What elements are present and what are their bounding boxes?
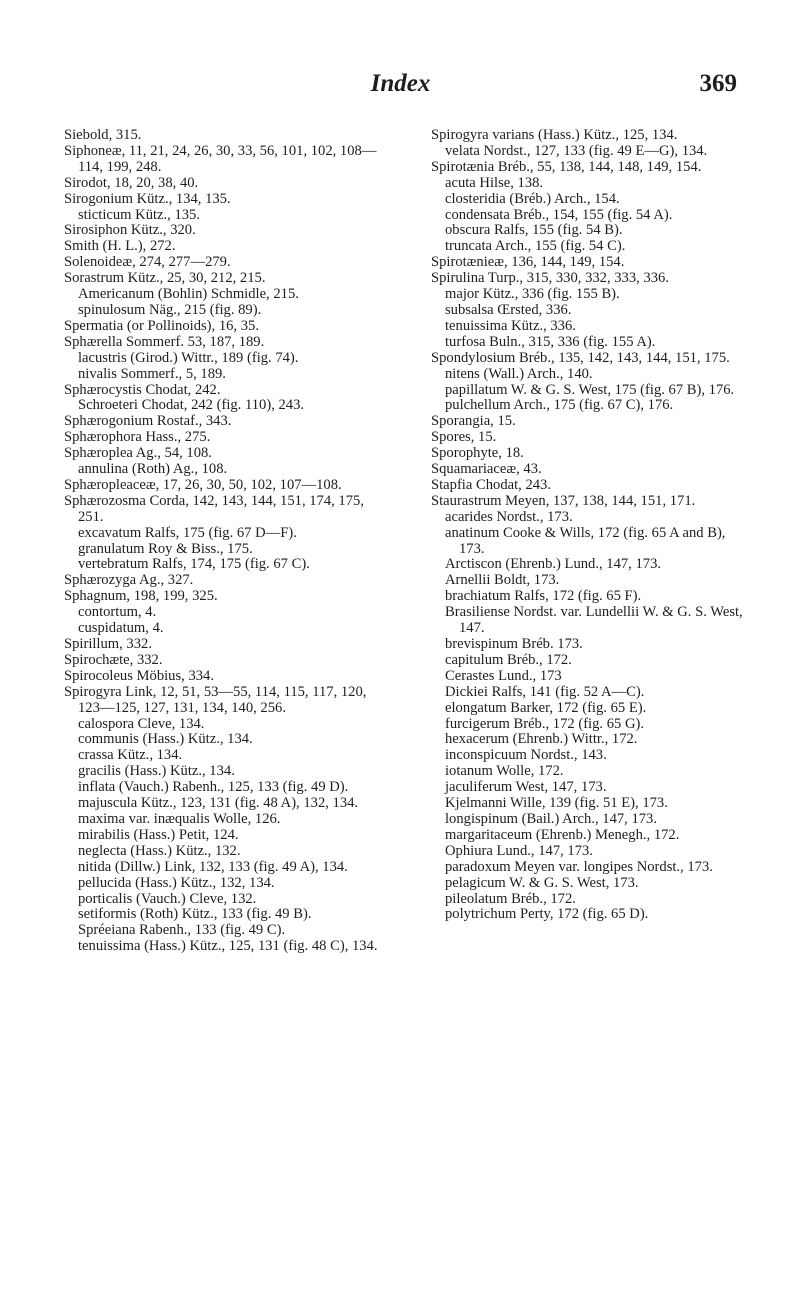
index-subentry: [64, 605, 386, 621]
index-entry-text: maxima var. inæqualis Wolle, 126.: [78, 810, 281, 827]
index-subentry: [431, 383, 753, 399]
index-entry: [431, 446, 753, 462]
index-entry-text: hexacerum (Ehrenb.) Wittr., 172.: [445, 731, 638, 748]
index-subentry: [431, 510, 753, 526]
index-entry-text: velata Nordst., 127, 133 (fig. 49 E—G), 134.: [445, 142, 708, 159]
index-entry-text: margaritaceum (Ehrenb.) Menegh., 172.: [445, 826, 680, 843]
index-entry-text: pelagicum W. & G. S. West, 173.: [445, 874, 639, 891]
index-entry-text: turfosa Buln., 315, 336 (fig. 155 A).: [445, 333, 656, 350]
index-subentry: [431, 748, 753, 764]
index-subentry: [431, 557, 753, 573]
index-entry-text: sticticum Kütz., 135.: [78, 206, 201, 223]
index-entry: [64, 335, 386, 351]
index-subentry: [64, 876, 386, 892]
index-entry-text: crassa Kütz., 134.: [78, 747, 183, 764]
index-entry: [431, 494, 753, 510]
index-subentry: [64, 923, 386, 939]
index-entry: [64, 589, 386, 605]
index-entry-text: tenuissima Kütz., 336.: [445, 317, 576, 334]
index-entry: [64, 192, 386, 208]
index-entry-text: Sirodot, 18, 20, 38, 40.: [64, 174, 199, 191]
index-entry-text: Spermatia (or Pollinoids), 16, 35.: [64, 317, 259, 334]
index-entry-text: contortum, 4.: [78, 604, 157, 621]
index-subentry: [64, 287, 386, 303]
index-entry: [64, 383, 386, 399]
index-subentry: [64, 398, 386, 414]
index-subentry: [431, 653, 753, 669]
index-subentry: [431, 208, 753, 224]
index-entry: [64, 255, 386, 271]
index-entry-text: spinulosum Näg., 215 (fig. 89).: [78, 301, 262, 318]
index-subentry: [431, 239, 753, 255]
index-subentry: [431, 780, 753, 796]
index-subentry: [64, 828, 386, 844]
index-subentry: [431, 796, 753, 812]
index-entry-text: annulina (Roth) Ag., 108.: [78, 461, 228, 478]
index-entry-text: Spirocoleus Möbius, 334.: [64, 667, 214, 684]
index-subentry: [64, 557, 386, 573]
index-entry-text: pellucida (Hass.) Kütz., 132, 134.: [78, 874, 275, 891]
index-entry-text: Sphagnum, 198, 199, 325.: [64, 588, 218, 605]
index-entry-text: Spondylosium Bréb., 135, 142, 143, 144, 151, 175.: [431, 349, 730, 366]
index-entry-text: brachiatum Ralfs, 172 (fig. 65 F).: [445, 588, 642, 605]
index-entry-text: cuspidatum, 4.: [78, 620, 164, 637]
index-entry-text: anatinum Cooke & Wills, 172 (fig. 65 A and B), 173.: [445, 524, 730, 557]
index-subentry: [431, 589, 753, 605]
index-subentry: [431, 303, 753, 319]
index-entry-text: paradoxum Meyen var. longipes Nordst., 173.: [445, 858, 713, 875]
index-entry-text: subsalsa Œrsted, 336.: [445, 301, 572, 318]
index-entry-text: Kjelmanni Wille, 139 (fig. 51 E), 173.: [445, 795, 668, 812]
index-subentry: [64, 907, 386, 923]
index-subentry: [64, 303, 386, 319]
index-entry-text: calospora Cleve, 134.: [78, 715, 205, 732]
index-entry-text: Spirotænieæ, 136, 144, 149, 154.: [431, 254, 625, 271]
index-entry-text: condensata Bréb., 154, 155 (fig. 54 A).: [445, 206, 673, 223]
index-entry-text: Brasiliense Nordst. var. Lundellii W. & G. S. West, 147.: [445, 604, 747, 637]
index-entry-text: closteridia (Bréb.) Arch., 154.: [445, 190, 620, 207]
index-entry-text: acarides Nordst., 173.: [445, 508, 573, 525]
index-subentry: [64, 939, 386, 955]
index-entry-text: Spirillum, 332.: [64, 636, 152, 652]
page-number: 369: [699, 70, 737, 97]
index-entry-text: Stapfia Chodat, 243.: [431, 476, 551, 493]
index-subentry: [64, 732, 386, 748]
index-subentry: [431, 764, 753, 780]
index-subentry: [431, 860, 753, 876]
index-entry-text: communis (Hass.) Kütz., 134.: [78, 731, 253, 748]
index-entry-text: nivalis Sommerf., 5, 189.: [78, 365, 226, 382]
index-entry-text: Sporangia, 15.: [431, 413, 516, 430]
index-entry-text: nitens (Wall.) Arch., 140.: [445, 365, 593, 382]
index-subentry: [64, 812, 386, 828]
index-entry: [64, 637, 386, 653]
index-entry-text: capitulum Bréb., 172.: [445, 651, 572, 668]
index-subentry: [431, 685, 753, 701]
index-subentry: [431, 892, 753, 908]
index-entry-text: furcigerum Bréb., 172 (fig. 65 G).: [445, 715, 644, 732]
index-entry-text: Cerastes Lund., 173: [445, 667, 562, 684]
index-subentry: [431, 828, 753, 844]
index-entry-text: Siebold, 315.: [64, 127, 142, 143]
index-entry-text: inconspicuum Nordst., 143.: [445, 747, 607, 764]
index-entry-text: Arnellii Boldt, 173.: [445, 572, 560, 589]
index-entry: [431, 255, 753, 271]
index-subentry: [64, 860, 386, 876]
index-subentry: [431, 876, 753, 892]
index-entry-text: majuscula Kütz., 123, 131 (fig. 48 A), 132, 134.: [78, 795, 359, 812]
index-subentry: [431, 367, 753, 383]
index-subentry: [431, 319, 753, 335]
index-subentry: [431, 669, 753, 685]
index-entry: [431, 160, 753, 176]
index-subentry: [431, 717, 753, 733]
index-subentry: [431, 287, 753, 303]
index-entry: [64, 319, 386, 335]
index-entry-text: neglecta (Hass.) Kütz., 132.: [78, 842, 241, 859]
index-entry-text: tenuissima (Hass.) Kütz., 125, 131 (fig. 48 C), 134.: [78, 938, 378, 955]
index-entry-text: Sirogonium Kütz., 134, 135.: [64, 190, 231, 207]
index-subentry: [431, 526, 753, 558]
index-subentry: [64, 717, 386, 733]
index-entry-text: granulatum Roy & Biss., 175.: [78, 540, 253, 557]
index-entry-text: Sphærella Sommerf. 53, 187, 189.: [64, 333, 265, 350]
index-entry: [64, 223, 386, 239]
index-subentry: [431, 573, 753, 589]
index-entry-text: Sphæropleaceæ, 17, 26, 30, 50, 102, 107—108.: [64, 476, 342, 493]
index-entry: [64, 176, 386, 192]
index-subentry: [431, 907, 753, 923]
index-entry-text: porticalis (Vauch.) Cleve, 132.: [78, 890, 257, 907]
index-entry: [64, 128, 386, 144]
index-entry-text: brevispinum Bréb. 173.: [445, 636, 583, 652]
index-entry: [64, 685, 386, 717]
index-entry-text: Spirogyra varians (Hass.) Kütz., 125, 134.: [431, 127, 678, 143]
index-entry-text: Americanum (Bohlin) Schmidle, 215.: [78, 286, 299, 303]
index-entry-text: Solenoideæ, 274, 277—279.: [64, 254, 231, 271]
index-entry-text: major Kütz., 336 (fig. 155 B).: [445, 286, 620, 303]
index-subentry: [431, 732, 753, 748]
index-entry-text: Siphoneæ, 11, 21, 24, 26, 30, 33, 56, 101, 102, 108—114, 199, 248.: [64, 142, 377, 175]
index-entry: [64, 669, 386, 685]
index-entry-text: pileolatum Bréb., 172.: [445, 890, 576, 907]
index-entry-text: papillatum W. & G. S. West, 175 (fig. 67 B), 176.: [445, 381, 735, 398]
index-subentry: [431, 192, 753, 208]
index-subentry: [431, 335, 753, 351]
index-entry: [431, 478, 753, 494]
index-entry-text: Spirochæte, 332.: [64, 651, 163, 668]
index-entry-text: inflata (Vauch.) Rabenh., 125, 133 (fig. 49 D).: [78, 779, 349, 796]
index-entry-text: Squamariaceæ, 43.: [431, 461, 542, 478]
index-entry-text: jaculiferum West, 147, 173.: [445, 779, 607, 796]
index-entry-text: Sorastrum Kütz., 25, 30, 212, 215.: [64, 270, 266, 287]
index-entry-text: Sphæroplea Ag., 54, 108.: [64, 445, 212, 462]
index-subentry: [431, 398, 753, 414]
index-entry: [64, 494, 386, 526]
index-column-left: [64, 128, 386, 955]
index-subentry: [431, 144, 753, 160]
index-entry: [431, 462, 753, 478]
index-entry-text: Sirosiphon Kütz., 320.: [64, 222, 196, 239]
index-entry-text: Sphærozosma Corda, 142, 143, 144, 151, 174, 175, 251.: [64, 492, 368, 525]
index-entry-text: pulchellum Arch., 175 (fig. 67 C), 176.: [445, 397, 674, 414]
index-entry-text: Spirulina Turp., 315, 330, 332, 333, 336.: [431, 270, 669, 287]
index-entry-text: iotanum Wolle, 172.: [445, 763, 564, 780]
index-subentry: [64, 796, 386, 812]
index-entry-text: Smith (H. L.), 272.: [64, 238, 176, 255]
index-subentry: [64, 462, 386, 478]
index-entry: [431, 414, 753, 430]
index-entry-text: obscura Ralfs, 155 (fig. 54 B).: [445, 222, 623, 239]
index-entry-text: Spréeiana Rabenh., 133 (fig. 49 C).: [78, 922, 286, 939]
index-entry-text: Sphærozyga Ag., 327.: [64, 572, 194, 589]
index-entry-text: vertebratum Ralfs, 174, 175 (fig. 67 C).: [78, 556, 310, 573]
index-entry: [431, 128, 753, 144]
index-entry-text: Dickiei Ralfs, 141 (fig. 52 A—C).: [445, 683, 645, 700]
index-entry: [431, 351, 753, 367]
index-entry-text: Spores, 15.: [431, 429, 497, 446]
index-subentry: [64, 892, 386, 908]
index-subentry: [64, 748, 386, 764]
index-entry-text: lacustris (Girod.) Wittr., 189 (fig. 74).: [78, 349, 299, 366]
index-subentry: [64, 208, 386, 224]
index-entry-text: Sphærocystis Chodat, 242.: [64, 381, 221, 398]
index-subentry: [64, 621, 386, 637]
index-entry: [431, 430, 753, 446]
index-entry-text: nitida (Dillw.) Link, 132, 133 (fig. 49 A), 134.: [78, 858, 348, 875]
index-entry-text: polytrichum Perty, 172 (fig. 65 D).: [445, 906, 649, 923]
index-entry: [64, 573, 386, 589]
index-entry-text: Sporophyte, 18.: [431, 445, 524, 462]
index-subentry: [64, 844, 386, 860]
index-entry-text: longispinum (Bail.) Arch., 147, 173.: [445, 810, 658, 827]
index-subentry: [431, 223, 753, 239]
index-entry-text: Spirotænia Bréb., 55, 138, 144, 148, 149, 154.: [431, 158, 702, 175]
index-entry-text: Arctiscon (Ehrenb.) Lund., 147, 173.: [445, 556, 662, 573]
index-entry-text: Staurastrum Meyen, 137, 138, 144, 151, 171.: [431, 492, 696, 509]
index-subentry: [431, 812, 753, 828]
page-header: [64, 70, 737, 100]
index-entry-text: Schroeteri Chodat, 242 (fig. 110), 243.: [78, 397, 305, 414]
index-subentry: [431, 701, 753, 717]
index-entry: [64, 414, 386, 430]
index-entry-text: setiformis (Roth) Kütz., 133 (fig. 49 B).: [78, 906, 312, 923]
index-column-right: [431, 128, 753, 923]
index-subentry: [431, 637, 753, 653]
index-entry: [64, 653, 386, 669]
index-entry-text: mirabilis (Hass.) Petit, 124.: [78, 826, 239, 843]
index-entry: [64, 430, 386, 446]
index-entry: [64, 144, 386, 176]
index-entry: [431, 271, 753, 287]
index-entry: [64, 478, 386, 494]
index-entry-text: truncata Arch., 155 (fig. 54 C).: [445, 238, 626, 255]
index-subentry: [431, 176, 753, 192]
index-entry: [64, 271, 386, 287]
index-subentry: [64, 367, 386, 383]
index-entry-text: elongatum Barker, 172 (fig. 65 E).: [445, 699, 647, 716]
index-entry: [64, 446, 386, 462]
index-entry-text: Spirogyra Link, 12, 51, 53—55, 114, 115, 117, 120, 123—125, 127, 131, 134, 140, 256.: [64, 683, 371, 716]
index-subentry: [64, 542, 386, 558]
index-subentry: [431, 844, 753, 860]
index-entry-text: gracilis (Hass.) Kütz., 134.: [78, 763, 235, 780]
index-entry: [64, 239, 386, 255]
index-subentry: [64, 780, 386, 796]
index-entry-text: Sphærogonium Rostaf., 343.: [64, 413, 232, 430]
index-subentry: [64, 351, 386, 367]
running-title: Index: [370, 70, 431, 97]
index-entry-text: acuta Hilse, 138.: [445, 174, 544, 191]
index-entry-text: Ophiura Lund., 147, 173.: [445, 842, 593, 859]
index-subentry: [64, 764, 386, 780]
index-subentry: [431, 605, 753, 637]
index-entry-text: Sphærophora Hass., 275.: [64, 429, 211, 446]
index-subentry: [64, 526, 386, 542]
index-entry-text: excavatum Ralfs, 175 (fig. 67 D—F).: [78, 524, 297, 541]
